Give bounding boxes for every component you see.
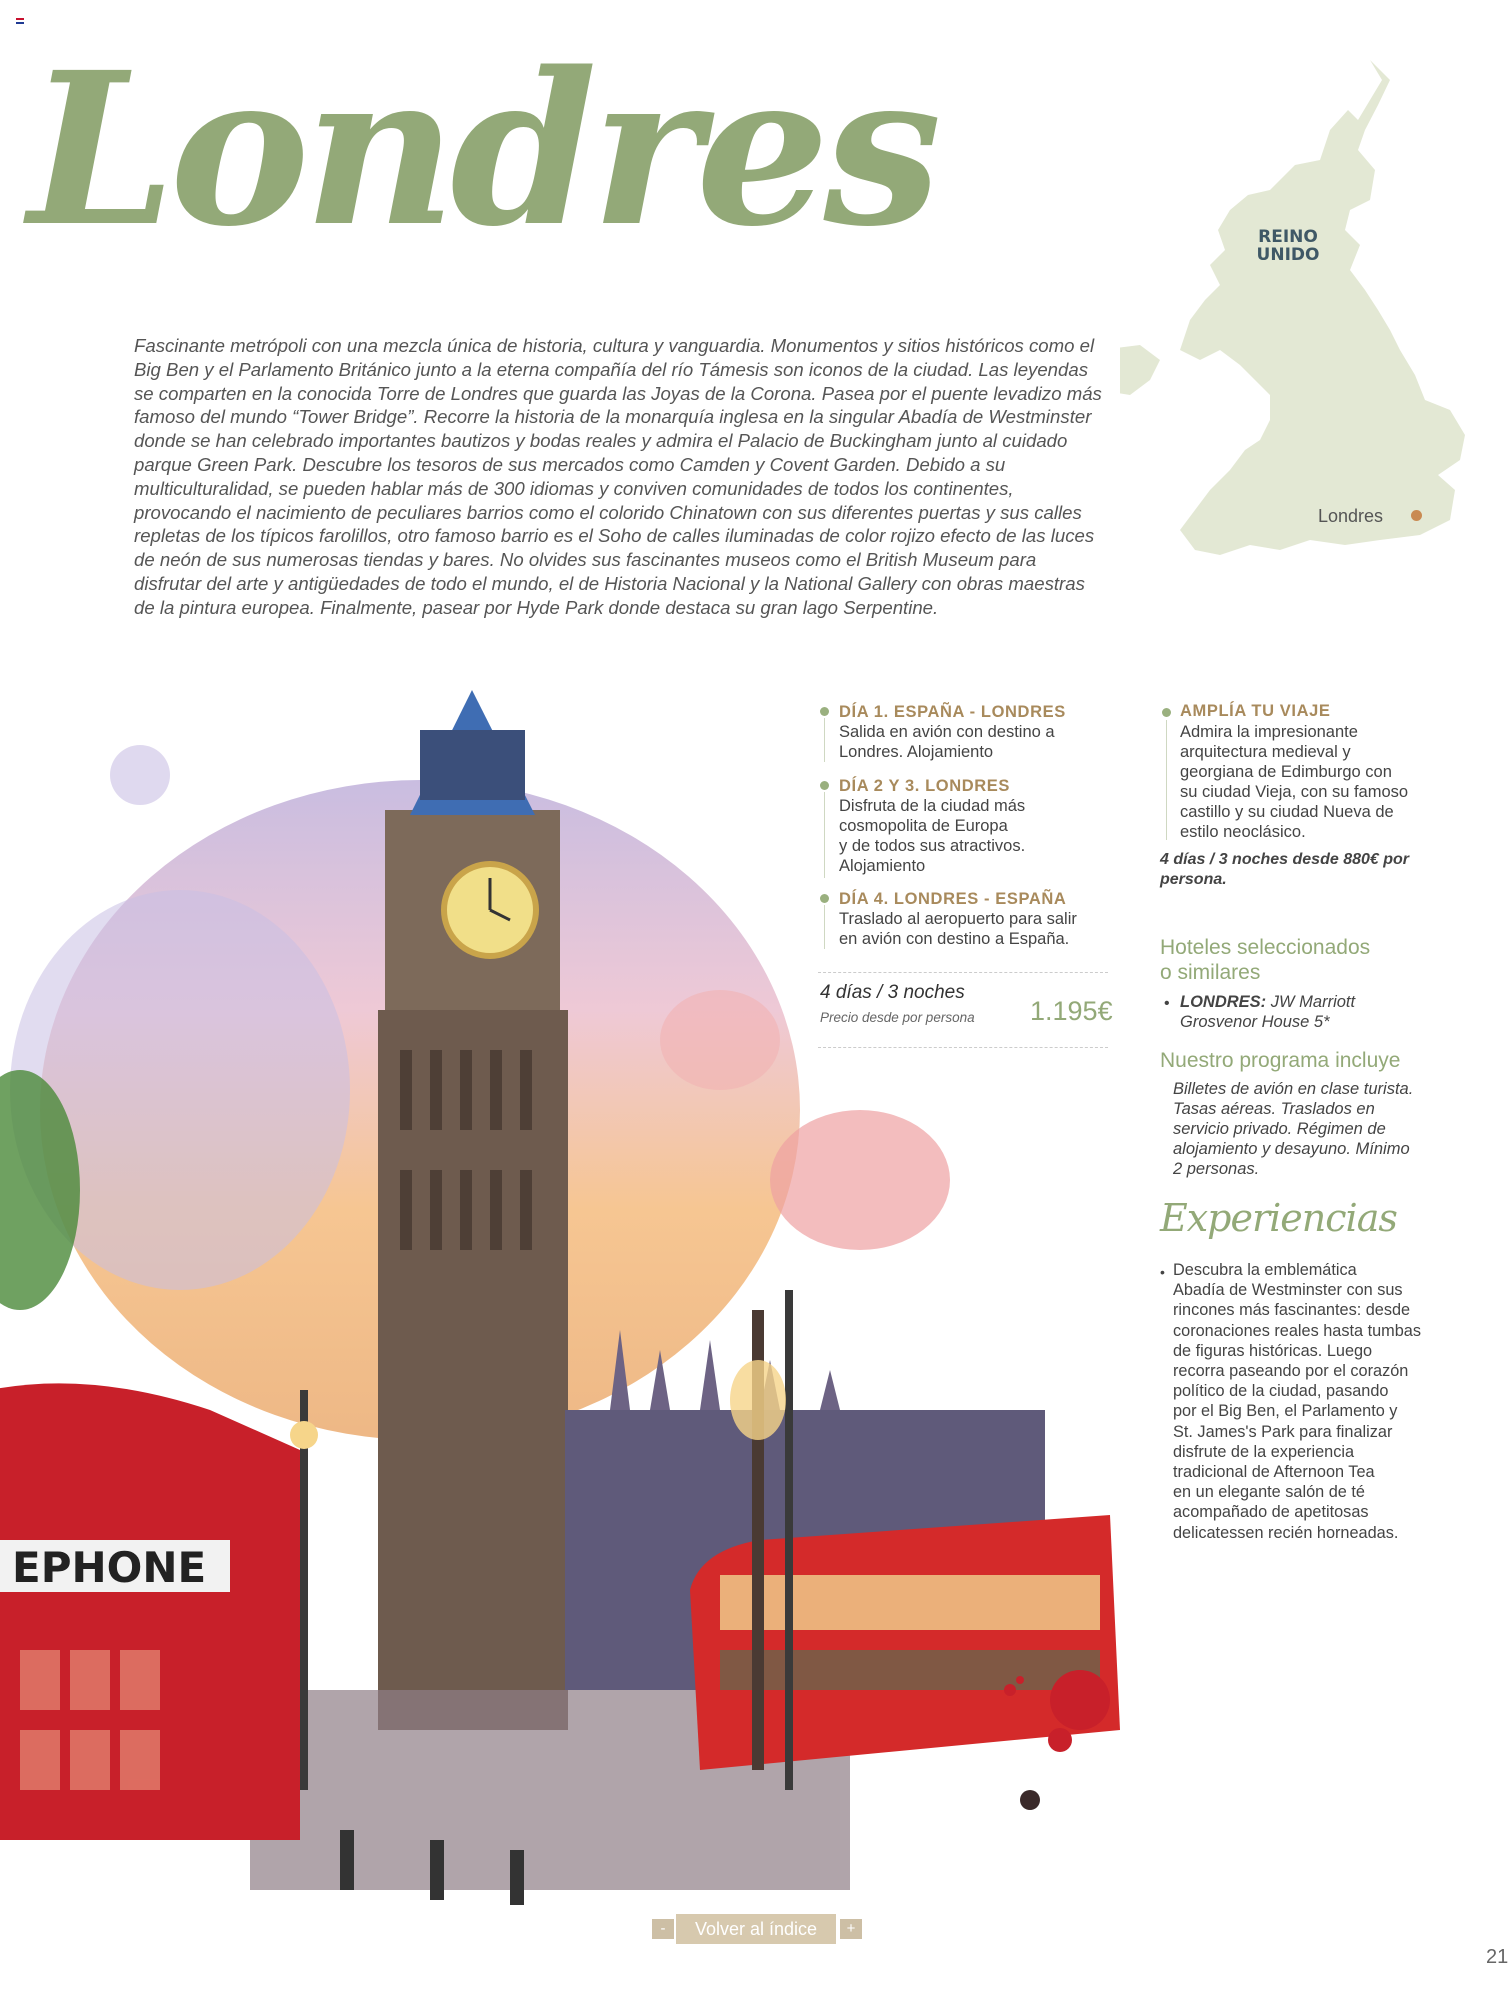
map-country-label: REINO UNIDO [1256, 227, 1320, 265]
extension-price-line: persona. [1160, 871, 1227, 888]
timeline-line [824, 905, 825, 949]
extension-title: AMPLÍA TU VIAJE [1180, 702, 1331, 720]
hotel-name-line: Grosvenor House 5* [1180, 1013, 1330, 1031]
telephone-sign: EPHONE [12, 1543, 207, 1592]
day-text-line: Londres. Alojamiento [839, 743, 994, 761]
timeline-line [824, 718, 825, 762]
included-text-line: Billetes de avión en clase turista. [1173, 1080, 1414, 1098]
day-text-line: Salida en avión con destino a [839, 723, 1055, 741]
telephone-box [0, 1383, 300, 1840]
extension-text [1180, 722, 1440, 842]
included-text-line: alojamiento y desayuno. Mínimo [1173, 1140, 1410, 1158]
included-title: Nuestro programa incluye [1160, 1049, 1401, 1072]
next-page-button[interactable]: + [840, 1919, 862, 1939]
intro-paragraph: Fascinante metrópoli con una mezcla única de historia, cultura y vanguardia. Monumentos y sitios históricos como el Big Ben y el Parlamento Británico junto a la eterna compañía del río Támesis son iconos de la ciudad. Las leyendas se comparten en la conocida Torre de Londres que guarda las Joyas de la Corona. Pasea por el puente levadizo más famoso del mundo “Tower Bridge”. Recorre la historia de la monarquía inglesa en la singular Abadía de Westminster donde se han celebrado importantes bautizos y bodas reales y admira el Palacio de Buckingham junto al cuidado parque Green Park. Descubre los tesoros de sus mercados como Camden y Covent Garden. Debido a su multiculturalidad, se pueden hablar más de 300 idiomas y conviven comunidades de todos los continentes, provocando el nacimiento de peculiares barrios como el colorido Chinatown con sus diferentes puertas y sus calles repletas de los típicos farolillos, otro famoso barrio es el Soho de calles iluminadas de color rojizo efecto de las luces de neón de sus numerosas tiendas y bares. No olvides sus fascinantes museos como el British Museum para disfrutar del arte y antigüedades de todo el mundo, el de Historia Nacional y la National Gallery con obras maestras de la pintura europea. Finalmente, pasear por Hyde Park donde destaca su gran lago Serpentine. [134, 335, 1102, 618]
uk-map [1120, 50, 1480, 590]
experiences-text-line: coronaciones reales hasta tumbas [1173, 1321, 1421, 1340]
itinerary-day-4 [820, 889, 1130, 949]
bullet-icon: • [1164, 995, 1170, 1012]
hotels-title-line: Hoteles seleccionados [1160, 936, 1371, 959]
price-value: 1.195€ [1030, 996, 1113, 1026]
experiences-text-line: St. James's Park para finalizar [1173, 1422, 1393, 1441]
experiences-text-line: disfrute de la experiencia [1173, 1442, 1355, 1461]
day-title: DÍA 1. ESPAÑA - LONDRES [839, 703, 1066, 721]
hotels-title [1160, 935, 1440, 985]
page-title: Londres [28, 26, 936, 273]
location-marker-icon [1411, 510, 1422, 521]
day-title: DÍA 4. LONDRES - ESPAÑA [839, 890, 1067, 908]
ireland-shape [1120, 345, 1160, 395]
experiences-text-line: por el Big Ben, el Parlamento y [1173, 1402, 1398, 1421]
experiences-text-line: tradicional de Afternoon Tea [1173, 1463, 1375, 1482]
extension-price-line: 4 días / 3 noches desde 880€ por [1160, 851, 1409, 868]
big-ben-photo [0, 690, 1160, 1940]
experiences-title: Experiencias [1160, 1196, 1397, 1240]
day-text-line: Traslado al aeropuerto para salir [839, 910, 1077, 928]
bullet-dot-icon [820, 894, 829, 903]
included-text-line: servicio privado. Régimen de [1173, 1120, 1386, 1138]
extension-text-line: su ciudad Vieja, con su famoso [1180, 783, 1409, 801]
flag-icon [16, 18, 24, 24]
bullet-dot-icon [1162, 708, 1171, 717]
bullet-dot-icon [820, 707, 829, 716]
bullet-icon: • [1160, 1264, 1165, 1280]
included-text-line: Tasas aéreas. Traslados en [1173, 1100, 1375, 1118]
timeline-line [1166, 720, 1167, 840]
big-ben-tower [378, 690, 568, 1730]
day-text-line: en avión con destino a España. [839, 930, 1070, 948]
experiences-text-line: de figuras históricas. Luego [1173, 1341, 1373, 1360]
hotel-city: LONDRES: [1180, 993, 1267, 1011]
back-to-index-button[interactable]: Volver al índice [676, 1914, 836, 1944]
experiences-text-line: Abadía de Westminster con sus [1173, 1281, 1403, 1300]
day-text-line: cosmopolita de Europa [839, 817, 1008, 835]
extension-text-line: arquitectura medieval y [1180, 743, 1351, 761]
experiences-text-line: acompañado de apetitosas [1173, 1503, 1369, 1522]
page-number: 21 [1486, 1946, 1509, 1968]
hotels-list [1180, 992, 1420, 1032]
extension-text-line: georgiana de Edimburgo con [1180, 763, 1392, 781]
hotel-name-line: JW Marriott [1270, 993, 1356, 1011]
price-label: Precio desde por persona [820, 1010, 975, 1025]
hotels-title-line: o similares [1160, 961, 1261, 984]
great-britain-shape [1180, 60, 1465, 555]
experiences-text-line: delicatessen recién horneadas. [1173, 1523, 1399, 1542]
experiences-text-line: rincones más fascinantes: desde [1173, 1301, 1411, 1320]
itinerary-day-1 [820, 702, 1130, 762]
timeline-line [824, 792, 825, 878]
experiences-text [1173, 1260, 1463, 1543]
day-text-line: y de todos sus atractivos. [839, 837, 1026, 855]
included-text [1173, 1079, 1453, 1179]
index-navigation [652, 1914, 872, 1944]
extension-text-line: estilo neoclásico. [1180, 823, 1306, 841]
included-text-line: 2 personas. [1173, 1160, 1260, 1178]
experiences-text-line: en un elegante salón de té [1173, 1483, 1365, 1502]
day-title: DÍA 2 Y 3. LONDRES [839, 777, 1010, 795]
extension-text-line: castillo y su ciudad Nueva de [1180, 803, 1394, 821]
extension-text-line: Admira la impresionante [1180, 723, 1358, 741]
experiences-text-line: político de la ciudad, pasando [1173, 1382, 1389, 1401]
itinerary-day-2 [820, 776, 1130, 876]
map-city-label: Londres [1318, 506, 1384, 526]
day-text-line: Alojamiento [839, 857, 926, 875]
trip-duration: 4 días / 3 noches [820, 982, 965, 1003]
bullet-dot-icon [820, 781, 829, 790]
experiences-text-line: Descubra la emblemática [1173, 1261, 1357, 1279]
experiences-text-line: recorra paseando por el corazón [1173, 1362, 1409, 1381]
previous-page-button[interactable]: - [652, 1919, 674, 1939]
extension-price [1160, 850, 1450, 890]
day-text-line: Disfruta de la ciudad más [839, 797, 1026, 815]
